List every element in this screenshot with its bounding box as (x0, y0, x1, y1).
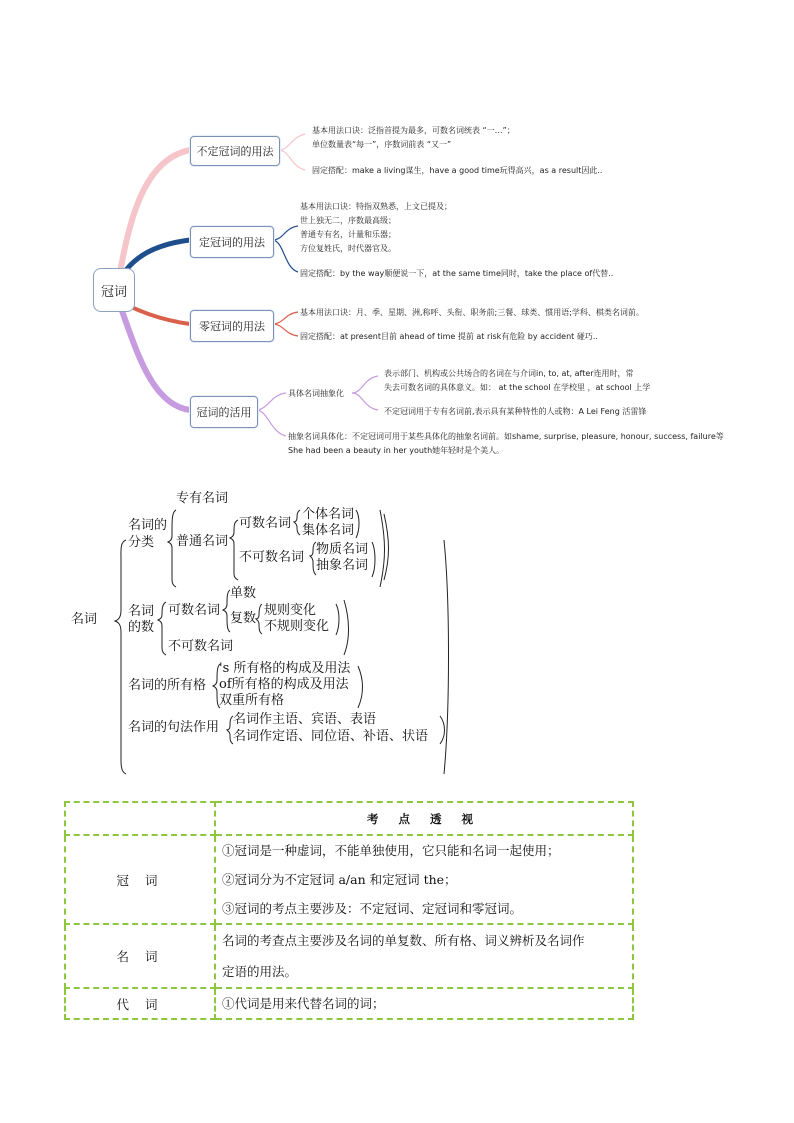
branch-label: 定冠词的用法 (199, 236, 265, 249)
number-uncountable: 不可数名词 (168, 639, 234, 654)
noun-number-label-2: 的数 (128, 620, 155, 635)
possessive-label: 名词的所有格 (128, 678, 207, 693)
indefinite-rule-line: 单位数量表“每一”，序数词前表 “又一” (312, 140, 452, 149)
collective-noun: 集体名词 (302, 523, 355, 538)
table-header-row (65, 802, 633, 835)
row-content (215, 835, 633, 924)
irregular-change: 不规则变化 (264, 619, 330, 634)
branch-zero-article (190, 310, 274, 342)
content-line: 定语的用法。 (222, 964, 298, 979)
branch-flexible-use (190, 396, 258, 428)
zero-phrases: 固定搭配：at present目前 ahead of time 提前 at risk有危险 by accident 碰巧.. (300, 332, 598, 341)
table-header-empty (65, 802, 215, 835)
definite-rule-line: 世上独无二，序数最高级； (300, 216, 396, 225)
definite-rule-line: 方位复姓氏，时代器官及。 (300, 244, 396, 253)
definite-rule-line: 普通专有名，计量和乐器； (300, 230, 396, 239)
possessive-item: 's 所有格的构成及用法 (219, 661, 351, 676)
table-row (65, 988, 633, 1019)
number-countable: 可数名词 (168, 603, 221, 618)
flexible-line: She had been a beauty in her youth她年轻时是个美人。 (288, 446, 505, 455)
flexible-line: 不定冠词用于专有名词前,表示具有某种特性的人或物：A Lei Feng 活雷锋 (384, 407, 647, 416)
abstract-noun: 抽象名词 (316, 558, 369, 573)
table-header: 考 点 透 视 (215, 802, 633, 835)
row-label: 代 词 (65, 988, 215, 1019)
syntax-item: 名词作定语、同位语、补语、状语 (233, 729, 429, 744)
branch-definite-article (190, 226, 274, 258)
table-row (65, 835, 633, 924)
individual-noun: 个体名词 (302, 507, 355, 522)
countable-noun: 可数名词 (239, 516, 292, 531)
noun-classification-label: 名词的 (128, 518, 168, 533)
content-line: ②冠词分为不定冠词 a/an 和定冠词 the； (222, 872, 457, 887)
noun-classification-label-2: 分类 (128, 535, 155, 550)
zero-rule-line: 基本用法口诀：月、季、星期、洲,称呼、头衔、职务前;三餐、球类、惯用语;学科、棋类名词前。 (300, 308, 644, 317)
indefinite-rule-line: 基本用法口诀：泛指首提为最多，可数名词统表 “一…”； (312, 126, 515, 135)
content-line: ①冠词是一种虚词，不能单独使用，它只能和名词一起使用； (222, 843, 560, 858)
content-line: ①代词是用来代替名词的词； (222, 996, 385, 1011)
flexible-sub-node: 具体名词抽象化 (288, 389, 344, 398)
common-noun: 普通名词 (176, 534, 229, 549)
content-line: ③冠词的考点主要涉及：不定冠词、定冠词和零冠词。 (222, 901, 523, 916)
mindmap-root-label: 冠词 (100, 284, 127, 300)
material-noun: 物质名词 (316, 542, 369, 557)
proper-noun: 专有名词 (176, 491, 229, 506)
singular: 单数 (230, 586, 257, 601)
syntax-label: 名词的句法作用 (128, 720, 220, 735)
table-row (65, 924, 633, 988)
row-content (215, 924, 633, 988)
definite-rule-line: 基本用法口诀：特指双熟悉，上文已提及； (300, 202, 452, 211)
branch-label: 不定冠词的用法 (196, 145, 274, 158)
definite-phrases: 固定搭配：by the way顺便说一下，at the same time同时，take the place of代替.. (300, 269, 614, 278)
uncountable-noun: 不可数名词 (239, 550, 305, 565)
flexible-line: 失去可数名词的具体意义。如： at the school 在学校里 ，at school 上学 (384, 383, 651, 392)
flexible-line: 表示部门、机构或公共场合的名词在与介词in, to, at, after连用时，常 (384, 369, 634, 378)
exam-points-table (64, 801, 634, 1020)
row-label: 冠 词 (65, 835, 215, 924)
noun-root: 名词 (71, 612, 98, 627)
plural: 复数 (230, 611, 257, 626)
regular-change: 规则变化 (264, 603, 317, 618)
possessive-item: of所有格的构成及用法 (219, 677, 349, 692)
row-label: 名 词 (65, 924, 215, 988)
syntax-item: 名词作主语、宾语、表语 (233, 712, 377, 727)
content-line: 名词的考查点主要涉及名词的单复数、所有格、词义辨析及名词作 (222, 933, 585, 948)
row-content (215, 988, 633, 1019)
connector-indefinite (118, 150, 190, 282)
noun-number-label: 名词 (128, 604, 155, 619)
branch-indefinite-article (190, 136, 280, 166)
branch-label: 零冠词的用法 (199, 320, 265, 333)
flexible-line: 抽象名词具体化：不定冠词可用于某些具体化的抽象名词前。如shame, surprise, pleasure, honour, success, failure等 (288, 432, 724, 441)
possessive-item: 双重所有格 (219, 693, 285, 708)
mindmap-root (93, 268, 135, 312)
indefinite-phrases: 固定搭配：make a living谋生，have a good time玩得高兴，as a result因此.. (312, 166, 603, 175)
branch-label: 冠词的活用 (196, 406, 252, 419)
